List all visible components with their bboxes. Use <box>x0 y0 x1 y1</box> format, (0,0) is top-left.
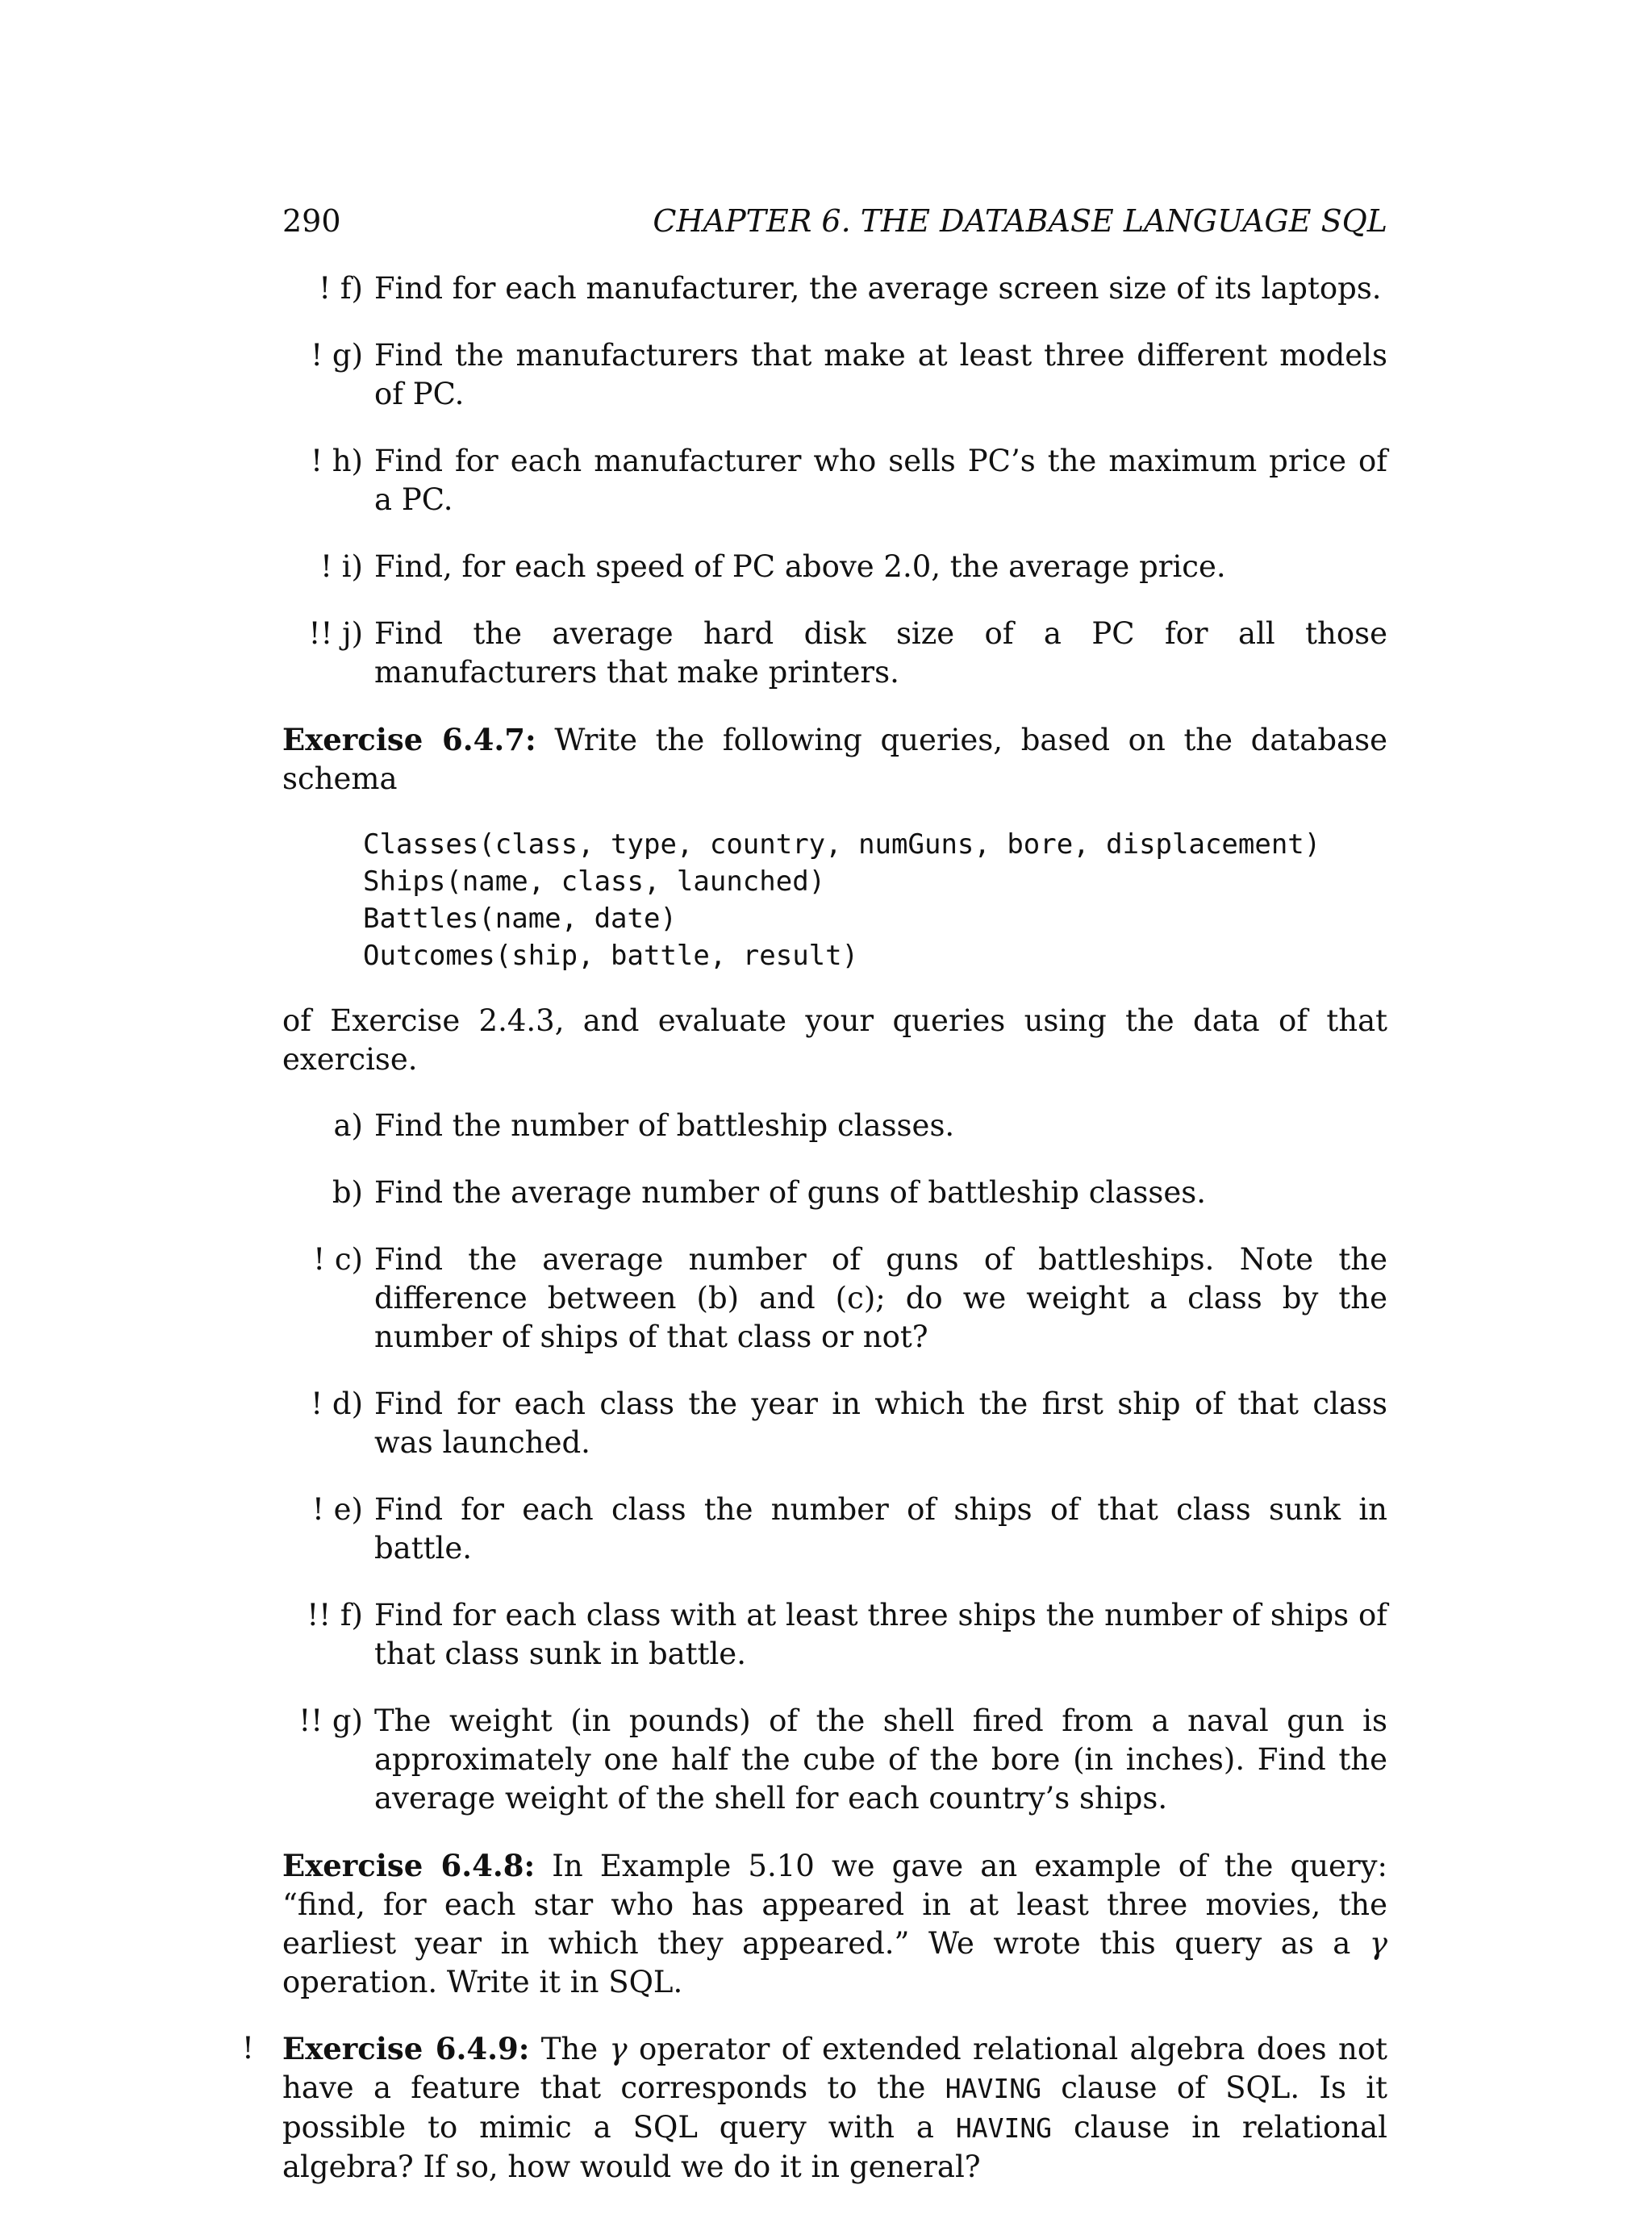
exercise-text: In Example 5.10 we gave an example of the query: “find, for each star who has appeared in at least three movies, the earliest year in which they appeared.” We wrote this query as a <box>282 1849 1387 1961</box>
exercise-6-4-7-intro <box>282 720 1387 798</box>
item-text: Find for each class with at least three ships the number of ships of that class sunk in battle. <box>374 1598 1387 1671</box>
list-item <box>282 1107 1387 1145</box>
list-item <box>282 1240 1387 1357</box>
list-item <box>282 548 1387 586</box>
item-marker: a) <box>333 1108 363 1143</box>
item-text: Find for each manufacturer, the average screen size of its laptops. <box>374 271 1382 306</box>
item-marker: ! i) <box>320 549 363 584</box>
exercise-6-4-8 <box>282 1846 1387 2002</box>
exercise-text: clause of SQL. Is it possible to mimic a SQL query with a <box>282 2070 1387 2145</box>
list-item <box>282 1491 1387 1568</box>
exercise-text: The <box>529 2032 610 2066</box>
exercise-6-4-7-items <box>282 1107 1387 1818</box>
gamma-symbol: γ <box>1369 1926 1387 1961</box>
item-text: The weight (in pounds) of the shell fired from a naval gun is approximately one half the cube of the bore (in inches). Find the average weight of the shell for each country’s ships. <box>374 1703 1387 1816</box>
item-text: Find, for each speed of PC above 2.0, the average price. <box>374 549 1226 584</box>
exercise-6-4-9 <box>242 2029 1387 2187</box>
exercise-6-4-7-after-schema: of Exercise 2.4.3, and evaluate your queries using the data of that exercise. <box>282 1003 1387 1077</box>
exercise-label: Exercise 6.4.9: <box>282 2031 530 2066</box>
difficulty-marker: ! <box>242 2031 254 2066</box>
list-item <box>282 1702 1387 1818</box>
item-text: Find for each class the number of ships of that class sunk in battle. <box>374 1492 1387 1566</box>
item-marker: ! e) <box>312 1492 363 1527</box>
page <box>242 202 1387 2214</box>
exercise-text: clause in relational algebra? If so, how would we do it in general? <box>282 2110 1387 2184</box>
running-head <box>282 202 1387 240</box>
exercise-label: Exercise 6.4.8: <box>282 1848 536 1883</box>
list-item <box>282 442 1387 519</box>
schema-line: Battles(name, date) <box>363 903 677 935</box>
exercise-text: operator of extended relational algebra does not have a feature that corresponds to the <box>282 2032 1387 2105</box>
exercise-text: operation. Write it in SQL. <box>282 1965 683 1999</box>
database-schema <box>363 826 1387 974</box>
item-text: Find for each class the year in which the first ship of that class was launched. <box>374 1386 1387 1460</box>
page-number: 290 <box>282 203 341 239</box>
list-item <box>282 269 1387 308</box>
item-marker: !! j) <box>308 616 363 651</box>
item-marker: !! g) <box>298 1703 363 1738</box>
item-text: Find the average hard disk size of a PC for all those manufacturers that make printers. <box>374 616 1387 690</box>
list-item <box>282 1174 1387 1212</box>
list-item <box>282 615 1387 692</box>
list-item <box>282 1596 1387 1674</box>
item-marker: ! h) <box>311 444 363 478</box>
sql-keyword: HAVING <box>945 2073 1041 2104</box>
chapter-title: CHAPTER 6. THE DATABASE LANGUAGE SQL <box>653 203 1387 239</box>
item-marker: ! f) <box>319 271 363 306</box>
list-item <box>282 1385 1387 1462</box>
item-marker: !! f) <box>307 1598 363 1632</box>
exercise-intro-text: Write the following queries, based on the database schema <box>282 723 1387 796</box>
item-text: Find the average number of guns of battleship classes. <box>374 1175 1206 1210</box>
sql-keyword: HAVING <box>955 2112 1053 2144</box>
schema-line: Outcomes(ship, battle, result) <box>363 940 859 972</box>
item-text: Find the average number of guns of battleships. Note the difference between (b) and (c); do we weight a class by the number of ships of that class or not? <box>374 1242 1387 1354</box>
item-marker: ! d) <box>311 1386 363 1421</box>
item-marker: ! c) <box>313 1242 363 1277</box>
schema-line: Classes(class, type, country, numGuns, bore, displacement) <box>363 828 1321 861</box>
exercise-label: Exercise 6.4.7: <box>282 722 536 757</box>
items-top-list <box>282 269 1387 692</box>
list-item <box>282 336 1387 414</box>
gamma-symbol: γ <box>609 2032 628 2066</box>
schema-line: Ships(name, class, launched) <box>363 865 826 898</box>
item-text: Find for each manufacturer who sells PC’s the maximum price of a PC. <box>374 444 1387 517</box>
item-marker: b) <box>332 1175 363 1210</box>
item-text: Find the manufacturers that make at least three different models of PC. <box>374 338 1387 411</box>
item-marker: ! g) <box>311 338 363 373</box>
item-text: Find the number of battleship classes. <box>374 1108 955 1143</box>
